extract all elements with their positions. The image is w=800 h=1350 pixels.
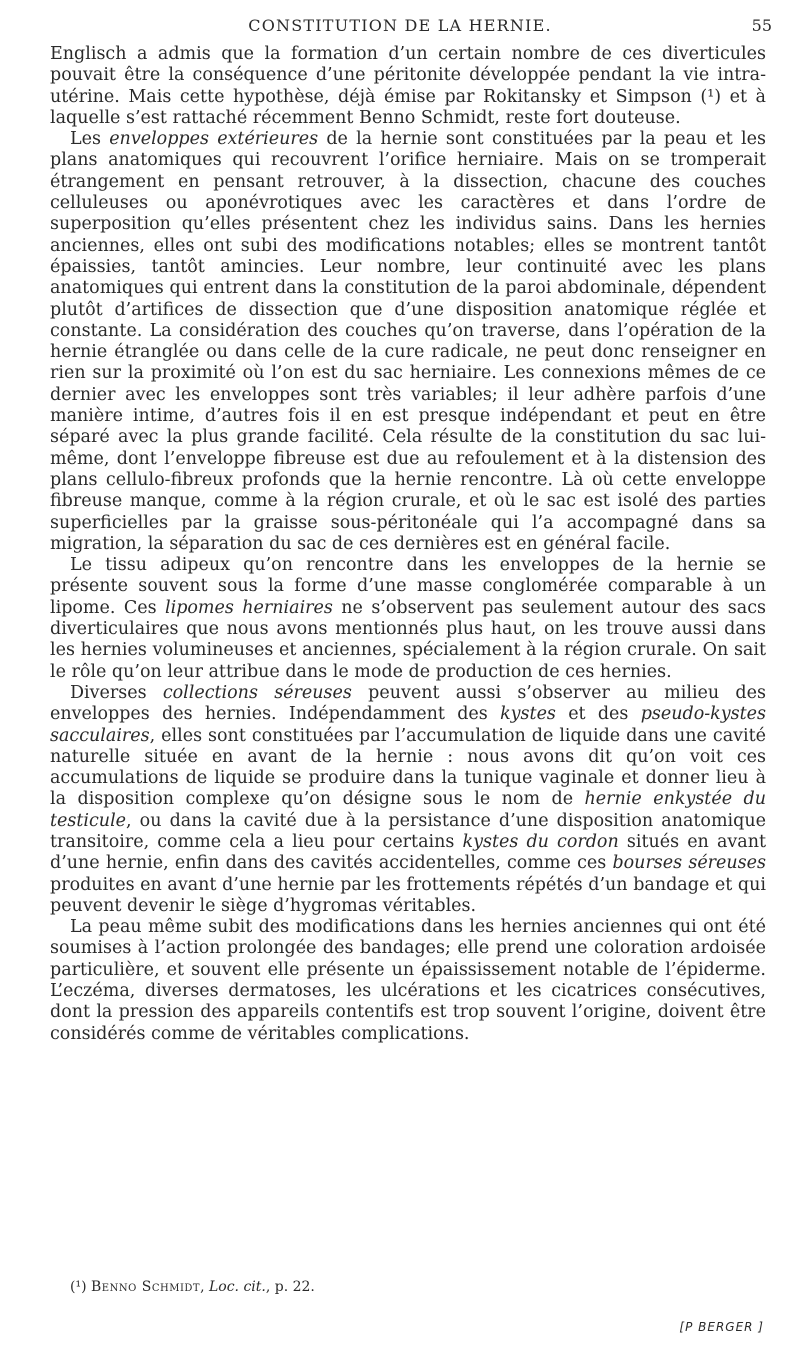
text-run: Le tissu adipeux qu’on rencontre dans les enveloppes de la hernie se présente souvent sous la forme d’une masse conglomérée comparable à un lipome. Ces: [50, 555, 766, 618]
text-run: de la hernie sont constituées par la peau et les plans anatomiques qui recouvrent l’orifice herniaire. Mais on se tromperait étrangement en pensant retrouver, à la dissection, chacune des couches celluleuses ou aponévrotiques avec les caractères et dans l’ordre de superposition qu’elles présentent chez les individus sains. Dans les hernies anciennes, elles ont subi des modifications notables; elles se montrent tantôt épaissies, tantôt amincies. Leur nombre, leur continuité avec les plans anatomiques qui entrent dans la constitution de la paroi abdominale, dépendent plutôt d’artifices de dissection que d’une disposition anatomique réglée et constante. La considération des couches qu’on traverse, dans l’opération de la hernie étranglée ou dans celle de la cure radicale, ne peut donc renseigner en rien sur la proximité où l’on est du sac herniaire. Les connexions mêmes de ce dernier avec les enveloppes sont très variables; il leur adhère parfois d’une manière intime, d’autres fois il en est presque indépendant et peut en être séparé avec la plus grande facilité. Cela résulte de la constitution du sac lui-même, dont l’enveloppe fibreuse est due au refoulement et à la distension des plans cellulo-fibreux profonds que la hernie rencontre. Là où cette enveloppe fibreuse manque, comme à la région crurale, et où le sac est isolé des parties superficielles par la graisse sous-péritonéale qui l’a accompagné dans sa migration, la séparation du sac de ces dernières est en général facile.: [50, 129, 766, 554]
italic-term: enveloppes extérieures: [109, 129, 319, 150]
page-header: [0, 10, 800, 36]
footnote-mark: (¹): [70, 1279, 91, 1295]
footnote-page: , p. 22.: [265, 1279, 315, 1295]
paragraph: [50, 555, 766, 683]
footnote: [70, 1278, 766, 1296]
italic-term: collections séreuses: [162, 682, 352, 703]
body-text: [50, 44, 766, 1045]
text-run: Les: [70, 129, 110, 150]
italic-term: bourses séreuses: [612, 853, 766, 874]
paragraph: [50, 44, 766, 129]
footnote-reference: Loc. cit.: [208, 1279, 266, 1295]
paragraph: [50, 683, 766, 917]
text-run: peuvent aussi s’observer au milieu des enveloppes des hernies. Indépendamment des: [50, 682, 766, 725]
footnote-separator: ,: [200, 1279, 209, 1295]
text-run: produites en avant d’une hernie par les frottements répétés d’un bandage et qui peuvent devenir le siège d’hygromas véritables.: [50, 874, 766, 916]
text-run: , elles sont constituées par l’accumulation de liquide dans une cavité naturelle située en avant de la hernie : nous avons dit qu’on voit ces accumulations de liquide se produire dans la tunique vaginale et donner lieu à la disposition complexe qu’on désigne sous le nom de: [50, 725, 766, 810]
text-run: situés en avant d’une hernie, enfin dans des cavités accidentelles, comme ces: [50, 831, 767, 874]
italic-term: kystes: [500, 704, 556, 725]
running-head: CONSTITUTION DE LA HERNIE.: [248, 16, 552, 35]
italic-term: pseudo-kystes sacculaires: [50, 704, 766, 746]
text-run: et des: [555, 704, 641, 725]
page-number: 55: [751, 16, 772, 35]
text-run: , ou dans la cavité due à la persistance d’une disposition anatomique transitoire, comme cela a lieu pour certains: [50, 810, 766, 852]
footnote-author: Benno Schmidt: [91, 1279, 201, 1295]
italic-term: hernie enkystée du testicule: [50, 789, 766, 831]
italic-term: kystes du cordon: [462, 831, 619, 852]
italic-term: lipomes herniaires: [165, 597, 333, 618]
paragraph: [50, 129, 766, 555]
text-run: ne s’observent pas seulement autour des sacs diverticulaires que nous avons mentionnés plus haut, on les trouve aussi dans les hernies volumineuses et anciennes, spécialement à la région crurale. On sait le rôle qu’on leur attribue dans le mode de production de ces hernies.: [50, 597, 766, 682]
printer-mark: [P BERGER ]: [679, 1320, 764, 1334]
paragraph: [50, 917, 766, 1045]
text-run: La peau même subit des modifications dans les hernies anciennes qui ont été soumises à l’action prolongée des bandages; elle prend une coloration ardoisée particulière, et souvent elle présente un épaississement notable de l’épiderme. L’eczéma, diverses dermatoses, les ulcérations et les cicatrices consécutives, dont la pression des appareils contentifs est trop souvent l’origine, doivent être considérés comme de véritables complications.: [50, 917, 766, 1044]
text-run: Englisch a admis que la formation d’un certain nombre de ces diverticules pouvait être la conséquence d’une péritonite développée pendant la vie intra-utérine. Mais cette hypothèse, déjà émise par Rokitansky et Simpson (¹) et à laquelle s’est rattaché récemment Benno Schmidt, reste fort douteuse.: [50, 44, 766, 128]
text-run: Diverses: [70, 682, 163, 703]
